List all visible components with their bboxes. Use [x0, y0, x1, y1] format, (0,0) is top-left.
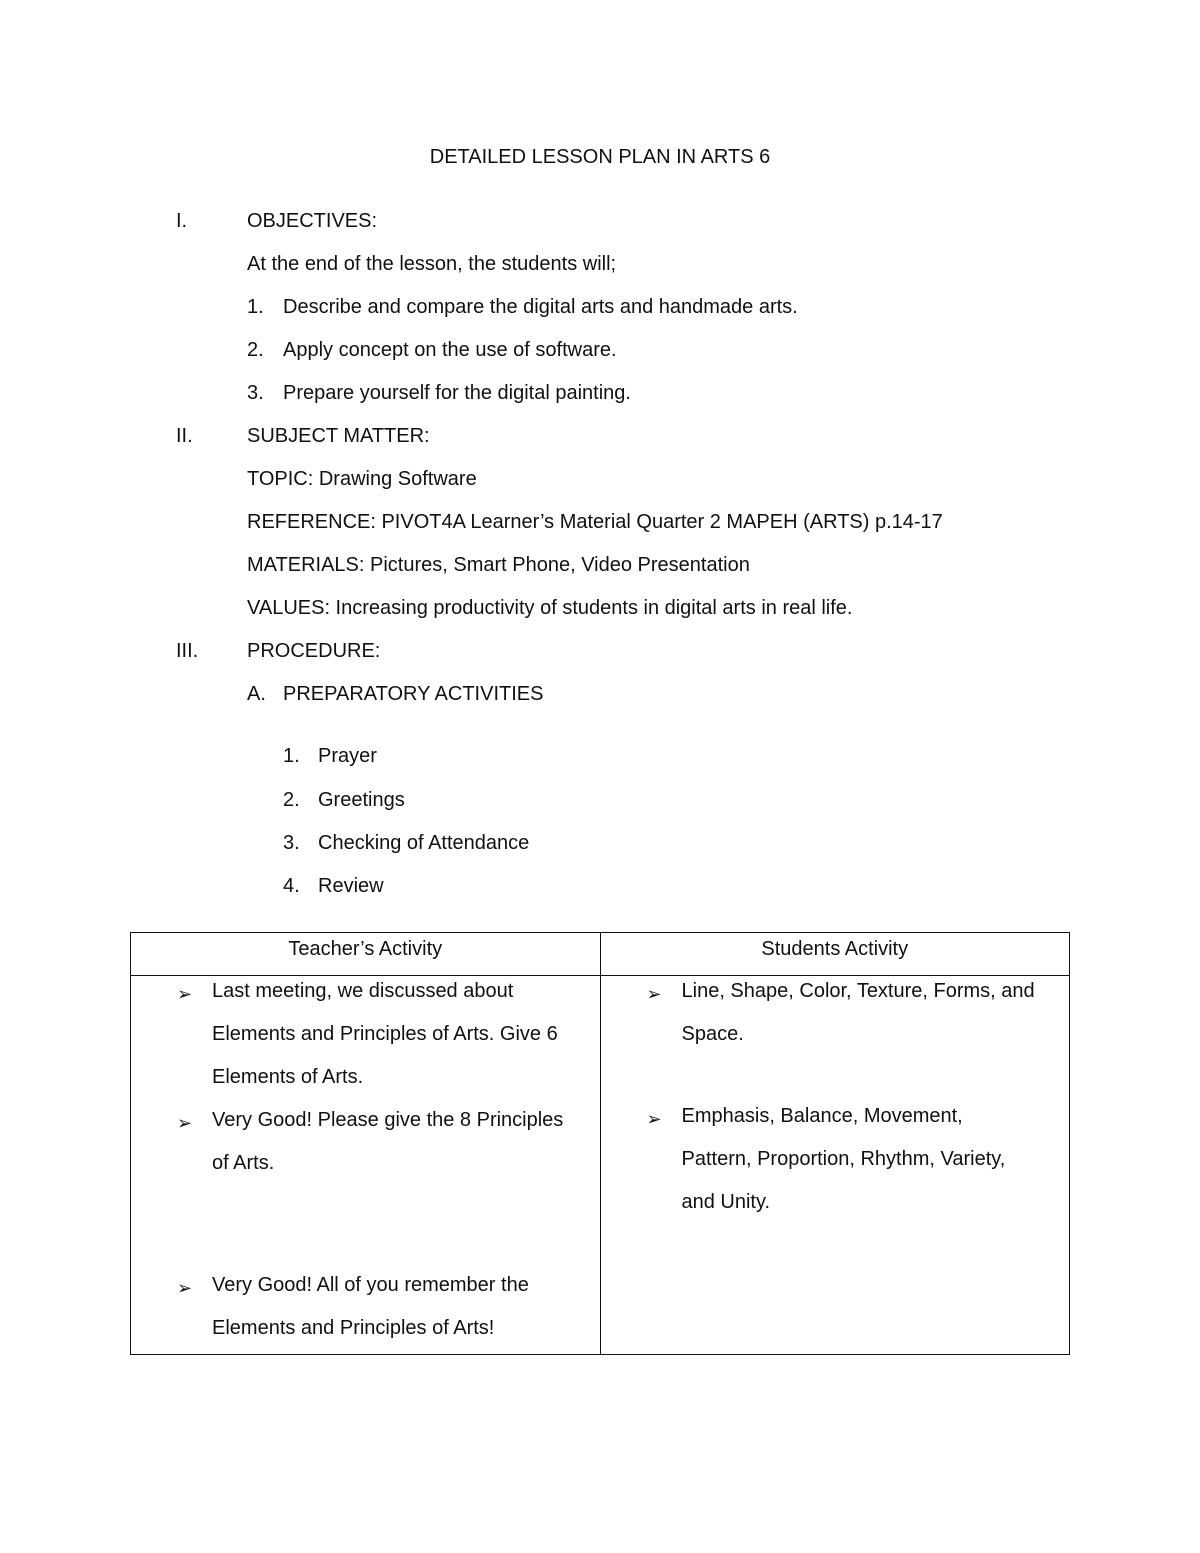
students-activity-cell — [600, 976, 1070, 1355]
arrow-bullet-icon: ➢ — [177, 1278, 193, 1298]
activity-number: 4. — [283, 875, 300, 897]
subject-values: VALUES: Increasing productivity of students in digital arts in real life. — [247, 597, 853, 619]
section-numeral-subject-matter: II. — [176, 425, 193, 447]
section-numeral-procedure: III. — [176, 640, 199, 662]
objective-number: 3. — [247, 382, 264, 404]
teacher-activity-cell — [131, 976, 601, 1355]
student-bullet-text: Emphasis, Balance, Movement, Pattern, Proportion, Rhythm, Variety, and Unity. — [681, 1105, 1006, 1213]
teacher-bullet-text: Very Good! Please give the 8 Principles of Arts. — [212, 1109, 564, 1174]
arrow-bullet-icon: ➢ — [646, 984, 662, 1004]
section-heading-subject-matter: SUBJECT MATTER: — [247, 425, 430, 447]
page-title: DETAILED LESSON PLAN IN ARTS 6 — [429, 146, 771, 168]
activity-number: 1. — [283, 745, 300, 767]
arrow-bullet-icon: ➢ — [646, 1109, 662, 1129]
activity-item: Review — [318, 875, 384, 897]
objectives-intro: At the end of the lesson, the students will; — [247, 253, 617, 275]
objective-number: 1. — [247, 296, 264, 318]
activity-item: Greetings — [318, 789, 405, 811]
section-heading-objectives: OBJECTIVES: — [247, 210, 378, 232]
section-heading-procedure: PROCEDURE: — [247, 640, 381, 662]
activity-number: 3. — [283, 832, 300, 854]
table-row — [131, 976, 1070, 1355]
teacher-bullet-text: Last meeting, we discussed about Elements and Principles of Arts. Give 6 Elements of Arts. — [212, 980, 558, 1088]
arrow-bullet-icon: ➢ — [177, 984, 193, 1004]
objective-item: Apply concept on the use of software. — [283, 339, 617, 361]
objective-item: Prepare yourself for the digital painting. — [283, 382, 631, 404]
activity-item: Checking of Attendance — [318, 832, 530, 854]
activity-number: 2. — [283, 789, 300, 811]
procedure-sub-letter: A. — [247, 683, 266, 705]
teacher-activity-header: Teacher’s Activity — [131, 933, 601, 976]
section-numeral-objectives: I. — [176, 210, 188, 232]
subject-reference: REFERENCE: PIVOT4A Learner’s Material Quarter 2 MAPEH (ARTS) p.14-17 — [247, 511, 943, 533]
student-bullet-text: Line, Shape, Color, Texture, Forms, and Space. — [681, 980, 1035, 1045]
activity-table — [130, 932, 1070, 1355]
objective-item: Describe and compare the digital arts and handmade arts. — [283, 296, 798, 318]
objective-number: 2. — [247, 339, 264, 361]
students-activity-header: Students Activity — [600, 933, 1070, 976]
arrow-bullet-icon: ➢ — [177, 1113, 193, 1133]
procedure-sub-heading: PREPARATORY ACTIVITIES — [283, 683, 544, 705]
activity-item: Prayer — [318, 745, 377, 767]
subject-materials: MATERIALS: Pictures, Smart Phone, Video Presentation — [247, 554, 750, 576]
subject-topic: TOPIC: Drawing Software — [247, 468, 477, 490]
teacher-bullet-text: Very Good! All of you remember the Elements and Principles of Arts! — [212, 1274, 529, 1339]
